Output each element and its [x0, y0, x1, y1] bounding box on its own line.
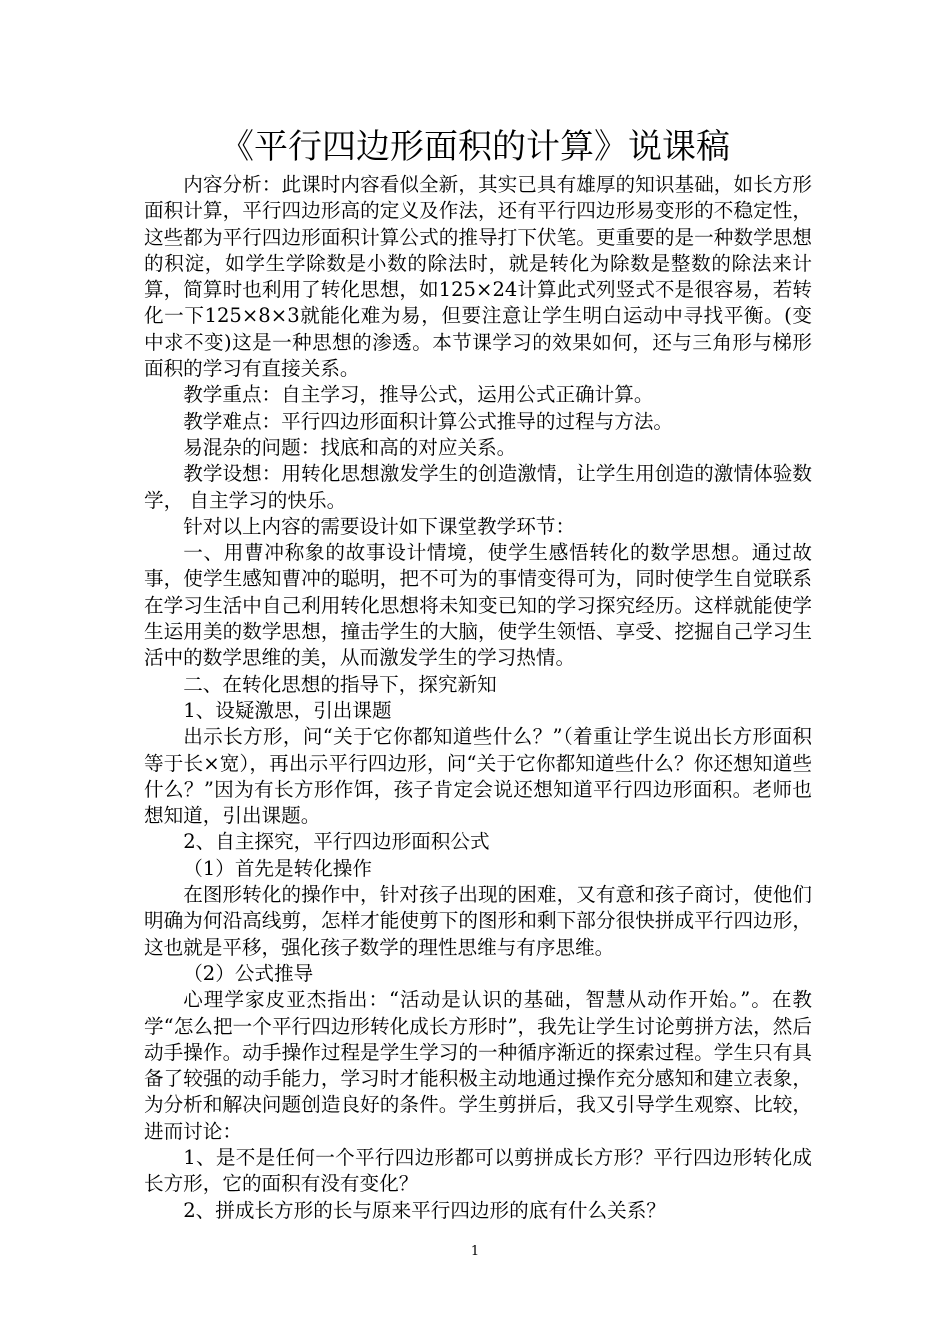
- paragraph-teaching-idea: 教学设想：用转化思想激发学生的创造激情，让学生用创造的激情体验数学， 自主学习的快乐。: [144, 462, 812, 512]
- paragraph-step-2-heading: 2、自主探究，平行四边形面积公式: [183, 830, 490, 854]
- document-title: 《平行四边形面积的计算》说课稿: [220, 127, 730, 167]
- paragraph-step-1-body: 出示长方形，问“关于它你都知道些什么？”（着重让学生说出长方形面积等于长×宽），再出示平行四边形，问“关于它你都知道些什么？你还想知道些什么？”因为有长方形作饵，孩子肯定会说还想知道平行四边形面积。老师也想知道，引出课题。: [144, 725, 812, 828]
- document-body: [144, 172, 812, 1224]
- paragraph-step-1-heading: 1、设疑激思，引出课题: [183, 698, 392, 722]
- paragraph-step-2-2-heading: （2）公式推导: [183, 961, 314, 985]
- paragraph-section-two-heading: 二、在转化思想的指导下，探究新知: [183, 672, 497, 696]
- paragraph-design-intro: 针对以上内容的需要设计如下课堂教学环节：: [183, 514, 576, 538]
- paragraph-difficulty: 教学难点：平行四边形面积计算公式推导的过程与方法。: [183, 409, 674, 433]
- paragraph-question-1: 1、是不是任何一个平行四边形都可以剪拼成长方形？平行四边形转化成长方形，它的面积有没有变化？: [144, 1145, 812, 1196]
- paragraph-key-point: 教学重点：自主学习，推导公式，运用公式正确计算。: [183, 383, 654, 407]
- paragraph-step-2-2-body: 心理学家皮亚杰指出：“活动是认识的基础，智慧从动作开始。”。在教学“怎么把一个平行四边形转化成长方形时”，我先让学生讨论剪拼方法，然后动手操作。动手操作过程是学生学习的一种循序渐近的探索过程。学生只有具备了较强的动手能力，学习时才能积极主动地通过操作充分感知和建立表象，为分析和解决问题创造良好的条件。学生剪拼后，我又引导学生观察、比较，进而讨论：: [144, 988, 812, 1143]
- paragraph-step-2-1-heading: （1）首先是转化操作: [183, 856, 372, 880]
- paragraph-confusion: 易混杂的问题：找底和高的对应关系。: [183, 435, 517, 459]
- page-number: 1: [470, 1244, 480, 1259]
- paragraph-step-2-1-body: 在图形转化的操作中，针对孩子出现的困难，又有意和孩子商讨，使他们明确为何沿高线剪，怎样才能使剪下的图形和剩下部分很快拼成平行四边形，这也就是平移，强化孩子数学的理性思维与有序思维。: [144, 883, 812, 959]
- paragraph-question-2: 2、拼成长方形的长与原来平行四边形的底有什么关系？: [183, 1198, 666, 1222]
- paragraph-content-analysis: 内容分析：此课时内容看似全新，其实已具有雄厚的知识基础，如长方形面积计算，平行四边形高的定义及作法，还有平行四边形易变形的不稳定性，这些都为平行四边形面积计算公式的推导打下伏笔。更重要的是一种数学思想的积淀，如学生学除数是小数的除法时，就是转化为除数是整数的除法来计算，简算时也利用了转化思想，如125×24计算此式列竖式不是很容易，若转化一下125×8×3就能化难为易，但要注意让学生明白运动中寻找平衡。(变中求不变)这是一种思想的渗透。本节课学习的效果如何，还与三角形与梯形面积的学习有直接关系。: [144, 173, 812, 381]
- paragraph-section-one: 一、用曹冲称象的故事设计情境，使学生感悟转化的数学思想。通过故事，使学生感知曹冲的聪明，把不可为的事情变得可为，同时使学生自觉联系在学习生活中自己利用转化思想将未知变已知的学习探究经历。这样就能使学生运用美的数学思想，撞击学生的大脑，使学生领悟、享受、挖掘自己学习生活中的数学思维的美，从而激发学生的学习热情。: [144, 541, 812, 670]
